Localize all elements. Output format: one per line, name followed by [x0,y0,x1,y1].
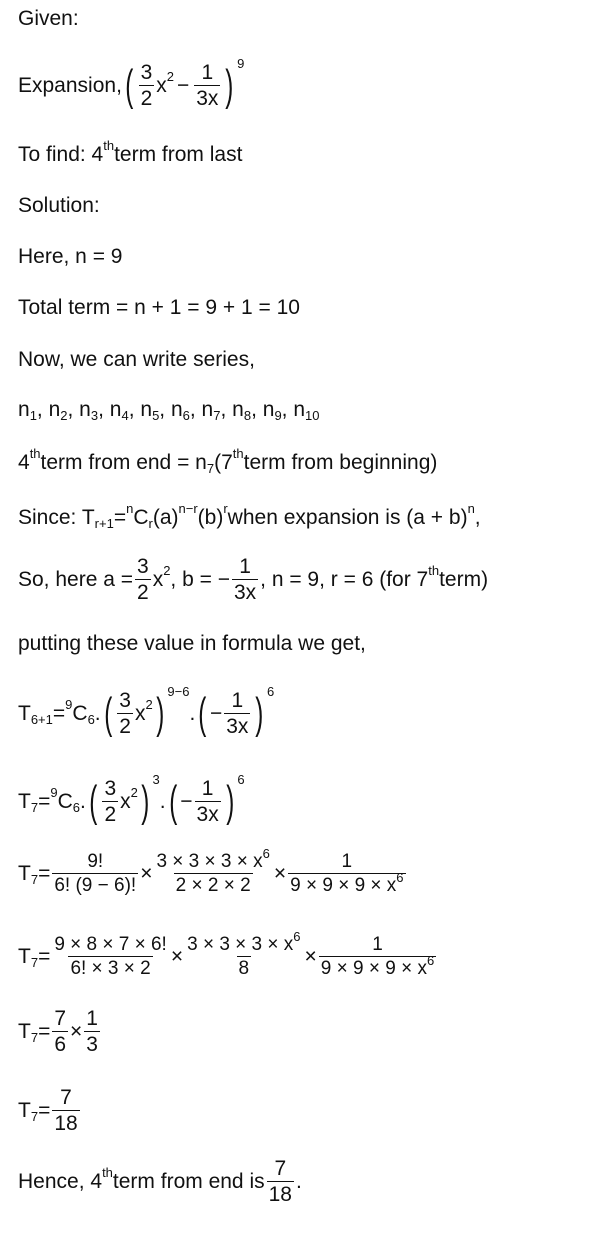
given-label: Given: [18,7,79,30]
t7-simplify-line: T 7 = $\frac{9 \times 8 \times 7 \times 6!}{6! \times 3 \times 2}$ × $\frac{3 \times 3 \times 3 \times x^6}{8}$ × $\frac{1}{9 \times 9 \times 9 \times x^6}$ [18,929,435,979]
putting-line: putting these value in formula we get, [18,632,366,655]
to-find-line: To find: 4 th term from last [18,138,243,166]
since-formula-line: Since: T r+1 = n C r (a) n−r (b) r when expansion is (a + b) n , [18,501,481,531]
t7-product-line: T 7 = $\frac{7}{6}$ × $\frac{1}{3}$ [18,1007,98,1056]
t7-factorial-line: T 7 = $\frac{9!}{6! (9 - 6)!}$ × $\frac{3 \times 3 \times 3 \times x^6}{2 \times 2 \times 2}$ × $\frac{1}{9 \times 9 \times 9 \times x^6}$ [18,846,404,896]
t6plus1-line: T 6+1 = 9 C 6 . ( $\frac{3}{2}$ x 2 ) 9−6 . ( − $\frac{1}{3x}$ ) 6 [18,684,275,738]
solution-label: Solution: [18,194,100,217]
so-here-line: So, here a = $\frac{3}{2}$ x 2 , b = − $\frac{1}{3x}$ , n = 9, r = 6 (for 7 th term) [18,555,489,604]
conclusion-line: Hence, 4 th term from end is $\frac{7}{18}$ . [18,1157,302,1206]
total-term-line: Total term = n + 1 = 9 + 1 = 10 [18,296,300,319]
fourth-from-end-line: 4 th term from end = n 7 (7 th term from beginning) [18,446,438,476]
series-line: n 1 , n 2 , n 3 , n 4 , n 5 , n 6 , n 7 , n 8 , n 9 , n 10 [18,398,320,423]
expansion-line: Expansion, ( $\frac{3}{2}$ x 2 − $\frac{1}{3x}$ ) 9 [18,56,245,110]
t7-binomial-line: T 7 = 9 C 6 . ( $\frac{3}{2}$ x 2 ) 3 . ( − $\frac{1}{3x}$ ) 6 [18,772,245,826]
here-n-line: Here, n = 9 [18,245,123,268]
t7-result-line: T 7 = $\frac{7}{18}$ [18,1086,78,1135]
write-series-line: Now, we can write series, [18,348,255,371]
